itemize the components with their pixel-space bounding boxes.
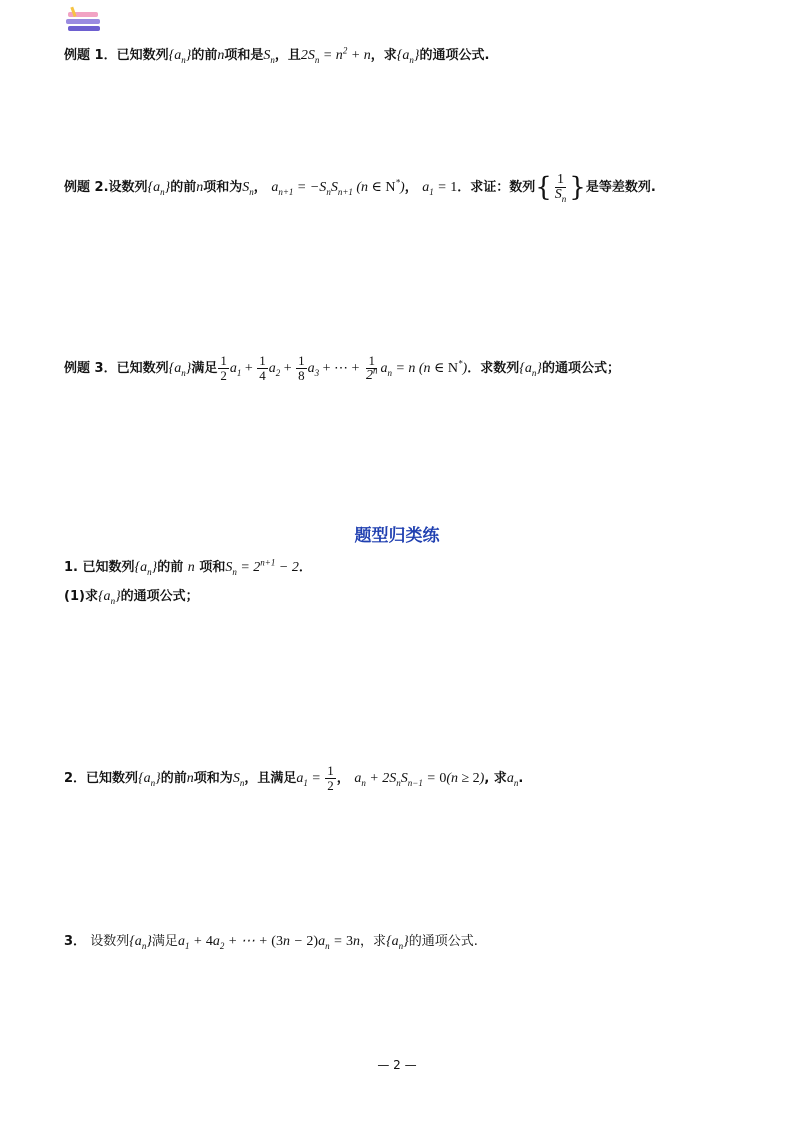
page-number: — 2 —	[377, 1058, 417, 1072]
section-title: 题型归类练	[354, 526, 440, 546]
books-logo-icon	[64, 6, 108, 36]
example-2: 例题 2.设数列$\{a_n\}$的前n项和为$S_n$， $a_{n+1} = -S_nS_{n+1}$ (n ∈ N*)， $a_1 = 1$．求证：数列{ $\frac{1}{S_n}$ }是等差数列.	[64, 172, 656, 204]
practice-3: 3． 设数列$\{a_n\}$满足$a_1 + 4a_2$ + ⋯ + $(3n - 2)a_n = 3n$，求$\{a_n\}$的通项公式.	[64, 934, 478, 951]
practice-2: 2．已知数列$\{a_n\}$的前n项和为$S_n$，且满足$a_1$ = $\frac{1}{2}$ ， $a_n + 2S_nS_{n-1} = 0(n \ge 2)$, 求$a_n$.	[64, 763, 524, 793]
example-1: 例题 1．已知数列$\{a_n\}$的前n项和是$S_n$，且$2S_n = n^2 + n$，求$\{a_n\}$的通项公式.	[64, 45, 490, 65]
practice-1: 1. 已知数列$\{a_n\}$的前 n 项和$S_n = 2^{n+1} - 2$．	[64, 557, 312, 577]
example-3: 例题 3．已知数列$\{a_n\}$满足 $\frac{1}{2}$ $a_1$ + $\frac{1}{4}$ $a_2$ + $\frac{1}{8}$ $a_3$ + ⋯ + $\frac{1}{2^n}$ $a_n = n$ (n ∈ N*)．求数列$\{a_n\}$的通项公式；	[64, 353, 620, 383]
practice-1-sub-1: (1)求$\{a_n\}$的通项公式；	[64, 589, 199, 606]
